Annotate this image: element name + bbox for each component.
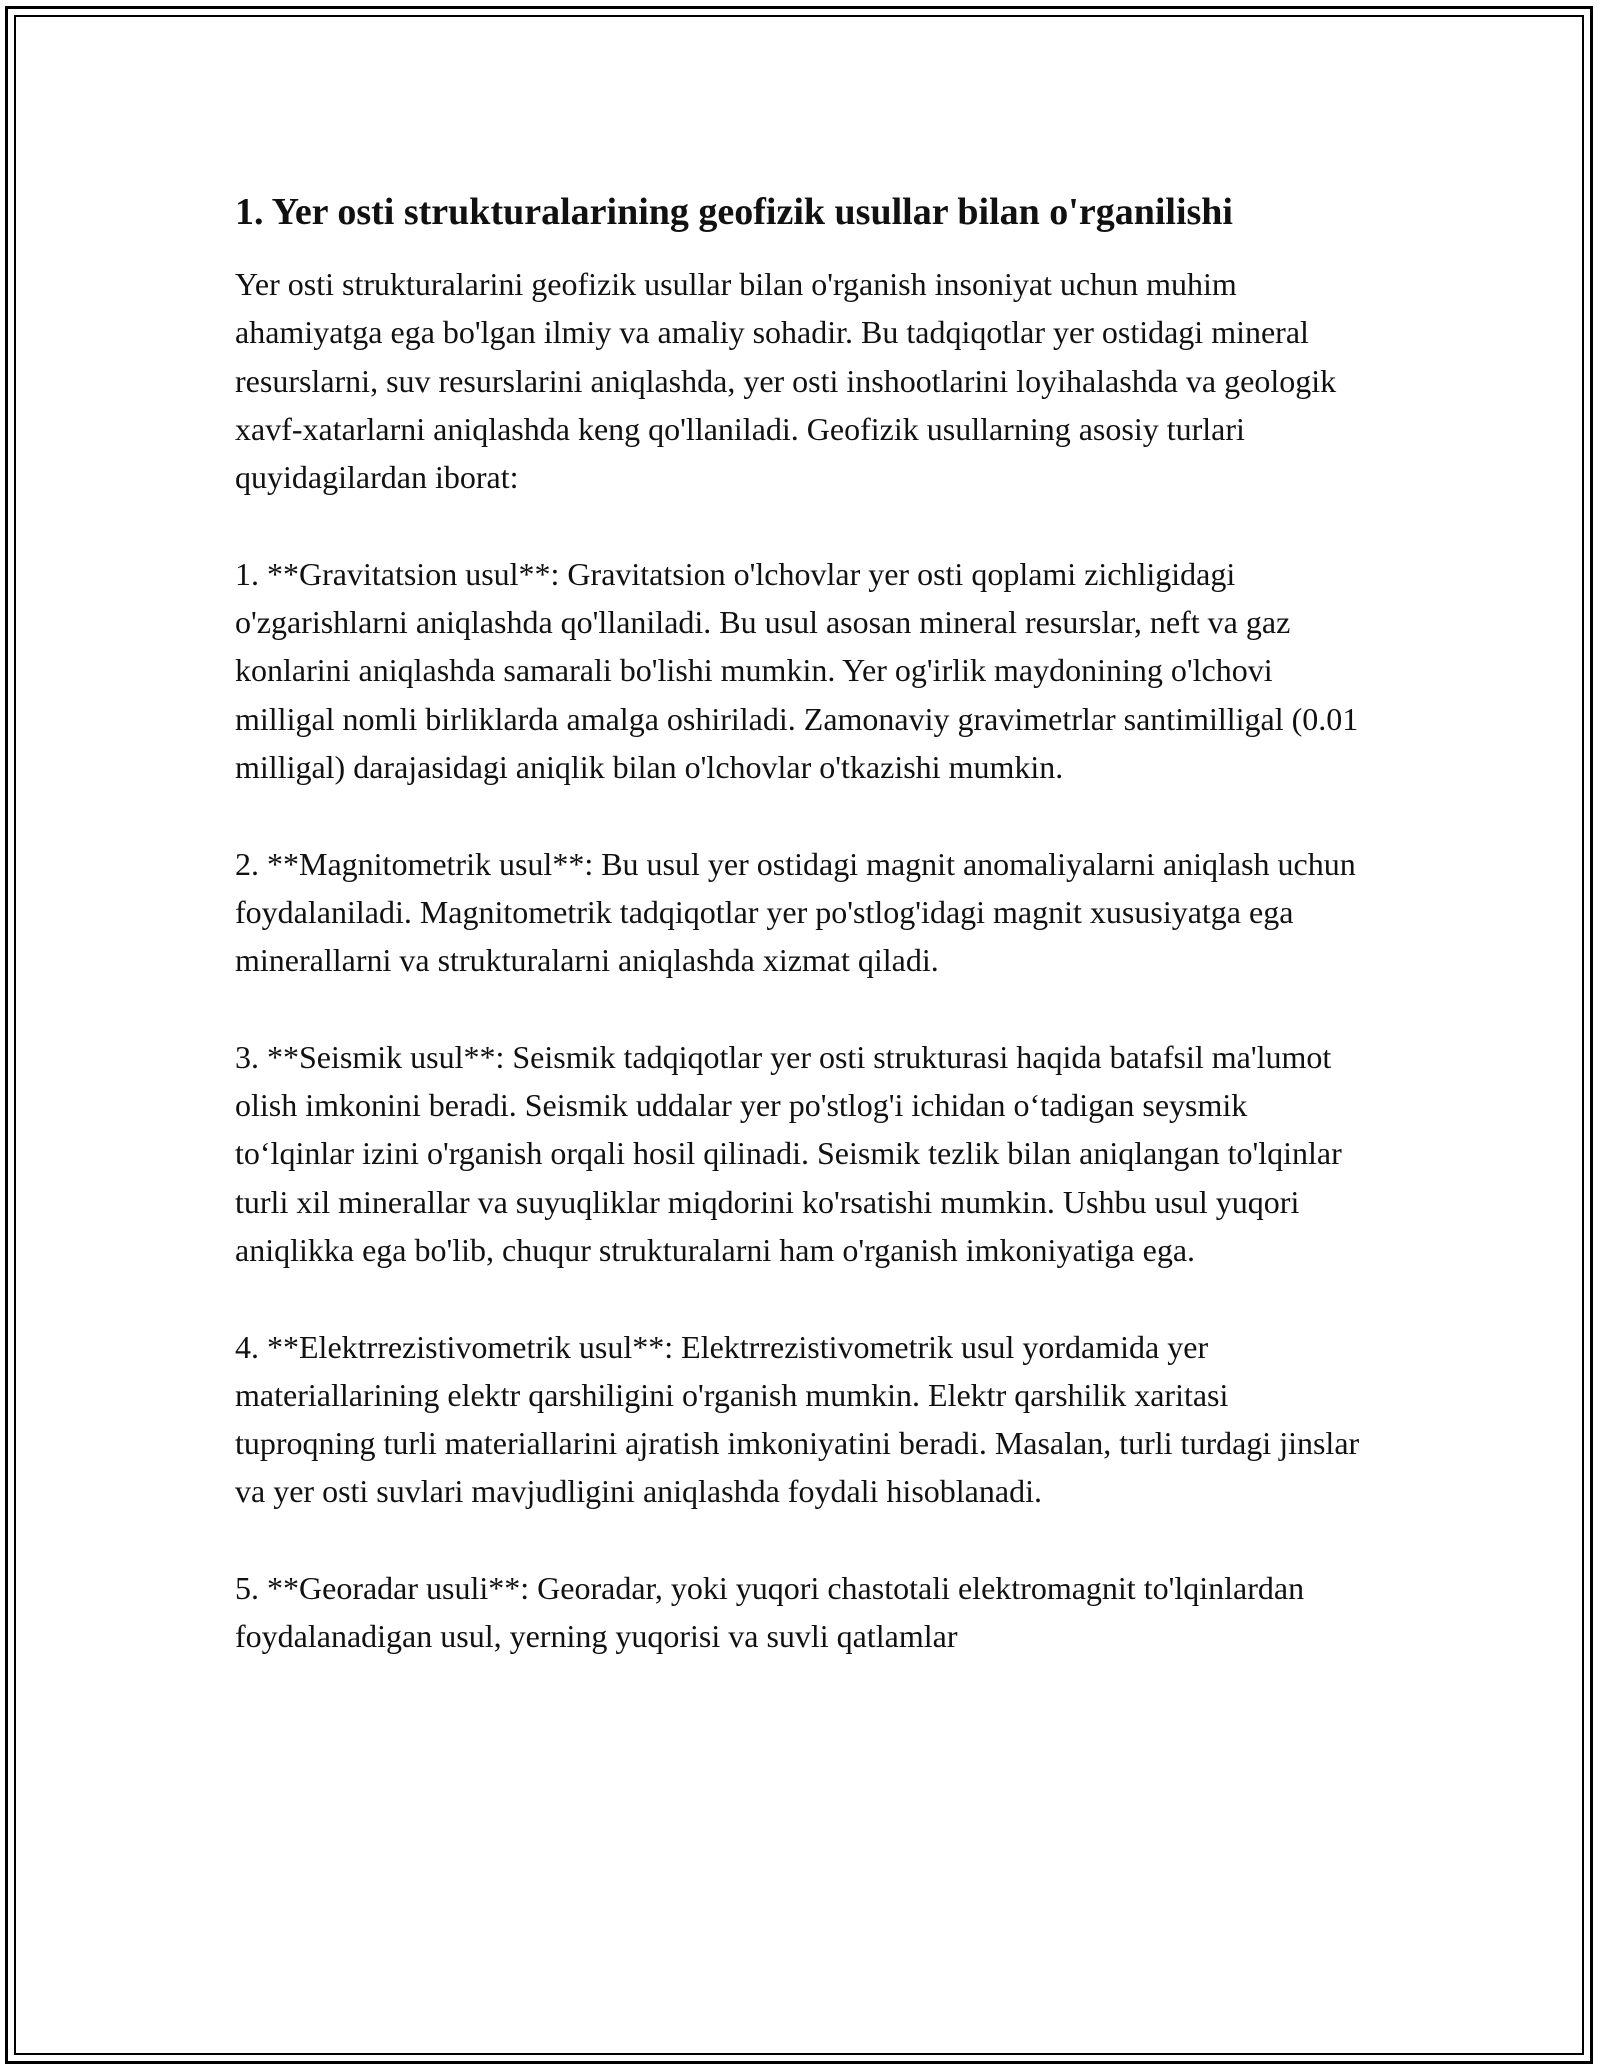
- paragraph-gravitational-method: 1. **Gravitatsion usul**: Gravitatsion o'lchovlar yer osti qoplami zichligidagi o'zgarishlarni aniqlashda qo'llaniladi. Bu usul asosan mineral resurslar, neft va gaz konlarini aniqlashda samarali bo'lishi mumkin. Yer og'irlik maydonining o'lchovi milligal nomli birliklarda amalga oshiriladi. Zamonaviy gravimetrlar santimilligal (0.01 milligal) darajasidagi aniqlik bilan o'lchovlar o'tkazishi mumkin.: [235, 555, 1359, 785]
- paragraph-magnetometric-method: 2. **Magnitometrik usul**: Bu usul yer ostidagi magnit anomaliyalarni aniqlash uchun foydalaniladi. Magnitometrik tadqiqotlar yer po'stlog'idagi magnit xususiyatga ega minerallarni va strukturalarni aniqlashda xizmat qiladi.: [235, 845, 1356, 979]
- paragraph-intro: Yer osti strukturalarini geofizik usullar bilan o'rganish insoniyat uchun muhim ahamiyatga ega bo'lgan ilmiy va amaliy sohadir. Bu tadqiqotlar yer ostidagi mineral resurslarni, suv resurslarini aniqlashda, yer osti inshootlarini loyihalashda va geologik xavf-xatarlarni aniqlashda keng qo'llaniladi. Geofizik usullarning asosiy turlari quyidagilardan iborat:: [235, 266, 1337, 496]
- paragraph-georadar-method: 5. **Georadar usuli**: Georadar, yoki yuqori chastotali elektromagnit to'lqinlardan foydalanadigan usul, yerning yuqorisi va suvli qatlamlar: [235, 1570, 1305, 1655]
- paragraph-seismic-method: 3. **Seismik usul**: Seismik tadqiqotlar yer osti strukturasi haqida batafsil ma'lumot olish imkonini beradi. Seismik uddalar yer po'stlog'i ichidan o‘tadigan seysmik to‘lqinlar izini o'rganish orqali hosil qilinadi. Seismik tezlik bilan aniqlangan to'lqinlar turli xil minerallar va suyuqliklar miqdorini ko'rsatishi mumkin. Ushbu usul yuqori aniqlikka ega bo'lib, chuqur strukturalarni ham o'rganish imkoniyatiga ega.: [235, 1038, 1342, 1268]
- paragraph-electroresistivity-method: 4. **Elektrrezistivometrik usul**: Elektrrezistivometrik usul yordamida yer materiallarining elektr qarshiligini o'rganish mumkin. Elektr qarshilik xaritasi tuproqning turli materiallarini ajratish imkoniyatini beradi. Masalan, turli turdagi jinslar va yer osti suvlari mavjudligini aniqlashda foydali hisoblanadi.: [235, 1328, 1360, 1510]
- document-body: [235, 186, 1360, 1709]
- document-title: 1. Yer osti strukturalarining geofizik usullar bilan o'rganilishi: [235, 191, 1233, 233]
